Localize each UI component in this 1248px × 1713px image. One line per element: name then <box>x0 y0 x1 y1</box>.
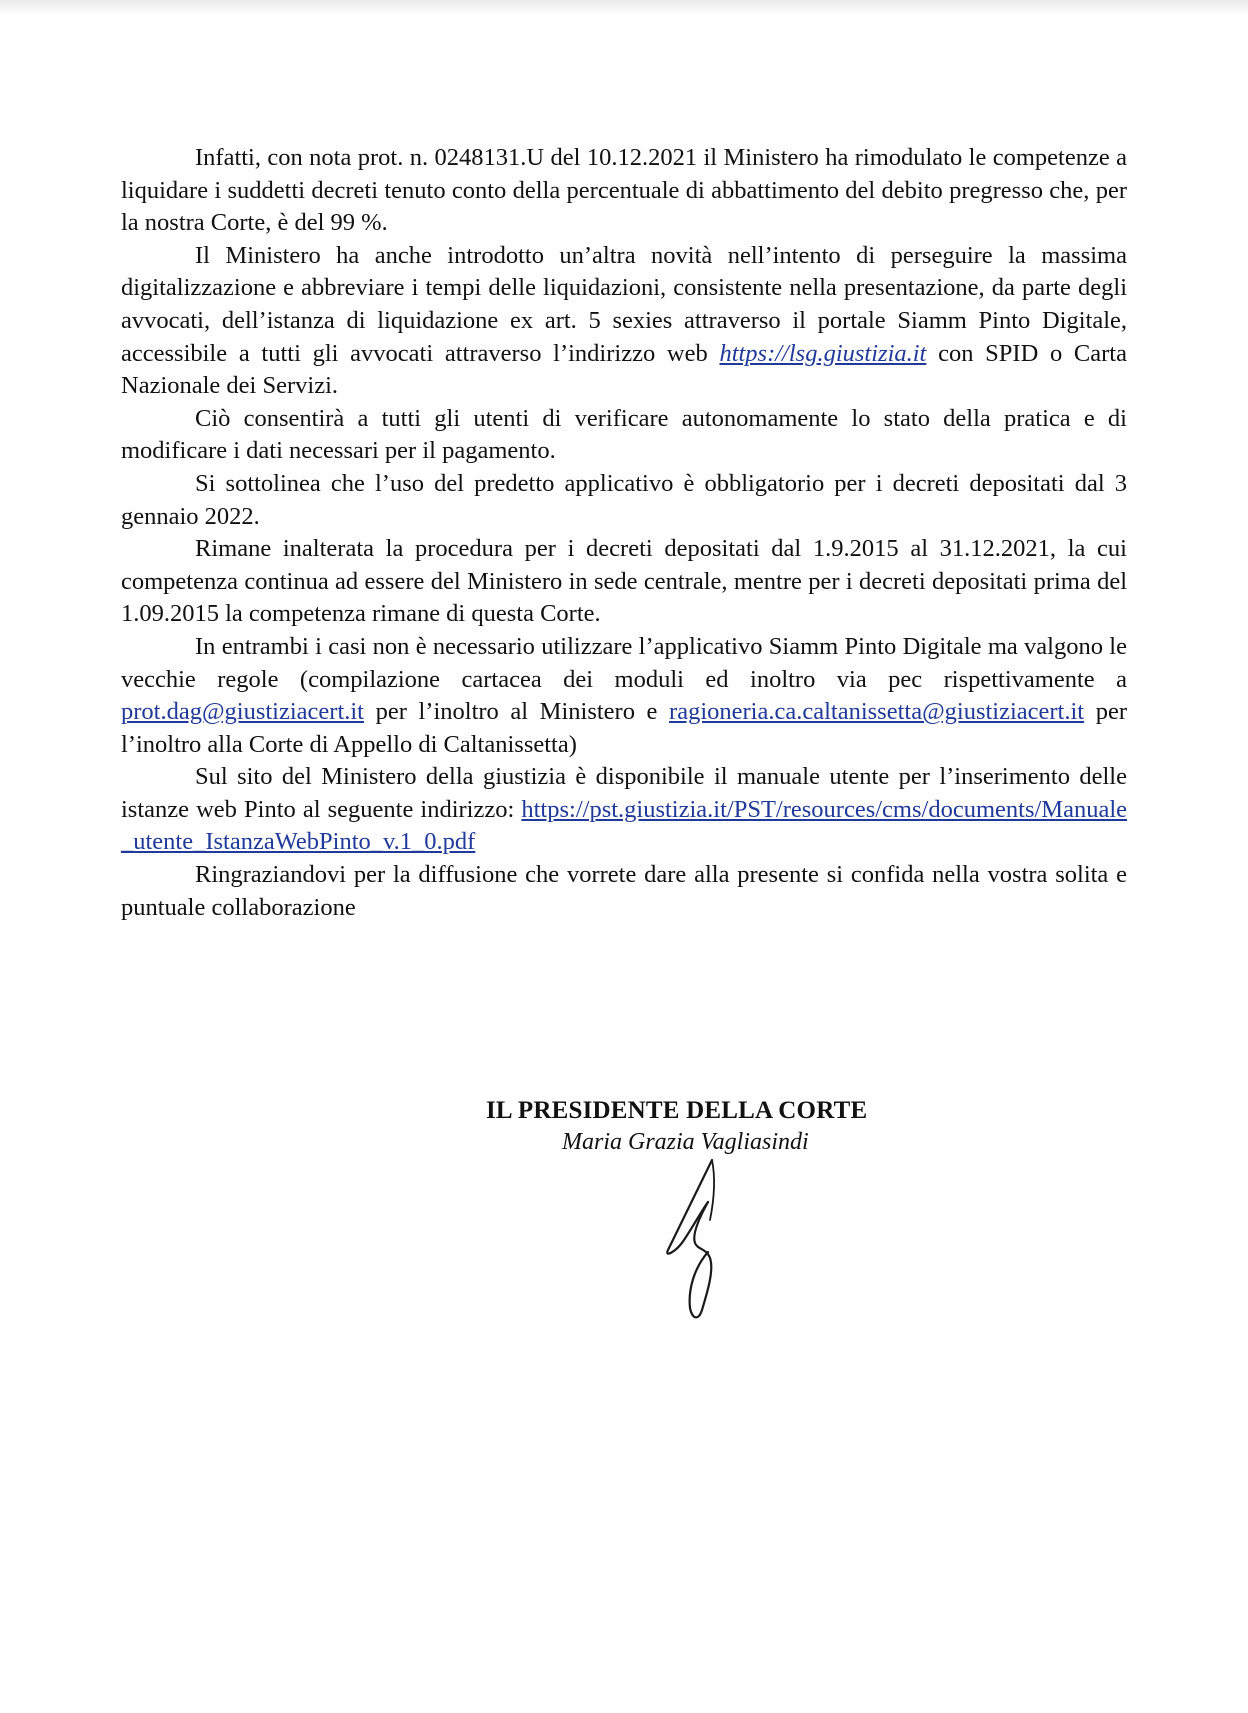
text-p4-0: Si sottolinea che l’uso del predetto applicativo è obbligatorio per i decreti depositati dal 3 gennaio 2022. <box>121 469 1127 530</box>
paragraph-p2 <box>121 240 1127 403</box>
text-p6-0: In entrambi i casi non è necessario utilizzare l’applicativo Siamm Pinto Digitale ma valgono le vecchie regole (compilazione cartacea dei moduli ed inoltro via pec rispettivamente a <box>121 632 1127 693</box>
text-p6-2: per l’inoltro al Ministero e <box>364 698 670 726</box>
letter-body <box>121 142 1127 924</box>
text-p2-0: Il Ministero ha anche introdotto un’altra novità nell’intento di perseguire la massima digitalizzazione e abbreviare i tempi delle liquidazioni, consistente nella presentazione, da parte degli avvocati, dell’istanza di liquidazione ex art. 5 sexies attraverso il portale Siamm Pinto Digitale, accessibile a tutti gli avvocati attraverso l’indirizzo web <box>121 241 1127 367</box>
text-p1-0: Infatti, con nota prot. n. 0248131.U del 10.12.2021 il Ministero ha rimodulato le competenze a liquidare i suddetti decreti tenuto conto della percentuale di abbattimento del debito pregresso che, per la nostra Corte, è del 99 %. <box>121 144 1127 237</box>
paragraph-p8 <box>121 859 1127 924</box>
scan-top-edge <box>0 0 1248 14</box>
text-p5-0: Rimane inalterata la procedura per i decreti depositati dal 1.9.2015 al 31.12.2021, la cui competenza continua ad essere del Ministero in sede centrale, mentre per i decreti depositati prima del 1.09.2015 la competenza rimane di questa Corte. <box>121 535 1127 628</box>
text-p6-4: per l’inoltro alla Corte di Appello di Caltanissetta) <box>121 698 1127 758</box>
paragraph-p4 <box>121 468 1127 533</box>
paragraph-p3 <box>121 403 1127 468</box>
text-p3-0: Ciò consentirà a tutti gli utenti di verificare autonomamente lo stato della pratica e di modificare i dati necessari per il pagamento. <box>121 404 1127 465</box>
link-p7-1[interactable]: https://pst.giustizia.it/PST/resources/cms/documents/Manuale_utente_IstanzaWebPinto_v.1_0.pdf <box>121 795 1127 856</box>
text-p2-2: con SPID o Carta Nazionale dei Servizi. <box>121 339 1127 400</box>
paragraph-p1 <box>121 142 1127 240</box>
handwritten-signature <box>650 1140 760 1325</box>
link-p6-3[interactable]: ragioneria.ca.caltanissetta@giustiziacert.it <box>669 698 1085 726</box>
text-p7-0: Sul sito del Ministero della giustizia è disponibile il manuale utente per l’inserimento delle istanze web Pinto al seguente indirizzo: <box>121 763 1127 823</box>
link-p2-1[interactable]: https://lsg.giustizia.it <box>719 339 927 367</box>
signatory-name: Maria Grazia Vagliasindi <box>562 1129 809 1155</box>
link-p6-1[interactable]: prot.dag@giustiziacert.it <box>121 698 364 726</box>
paragraph-p6 <box>121 631 1127 761</box>
signatory-title: IL PRESIDENTE DELLA CORTE <box>486 1097 868 1124</box>
paragraph-p5 <box>121 533 1127 631</box>
paragraph-p7 <box>121 761 1127 859</box>
text-p8-0: Ringraziandovi per la diffusione che vorrete dare alla presente si confida nella vostra solita e puntuale collaborazione <box>121 861 1127 921</box>
